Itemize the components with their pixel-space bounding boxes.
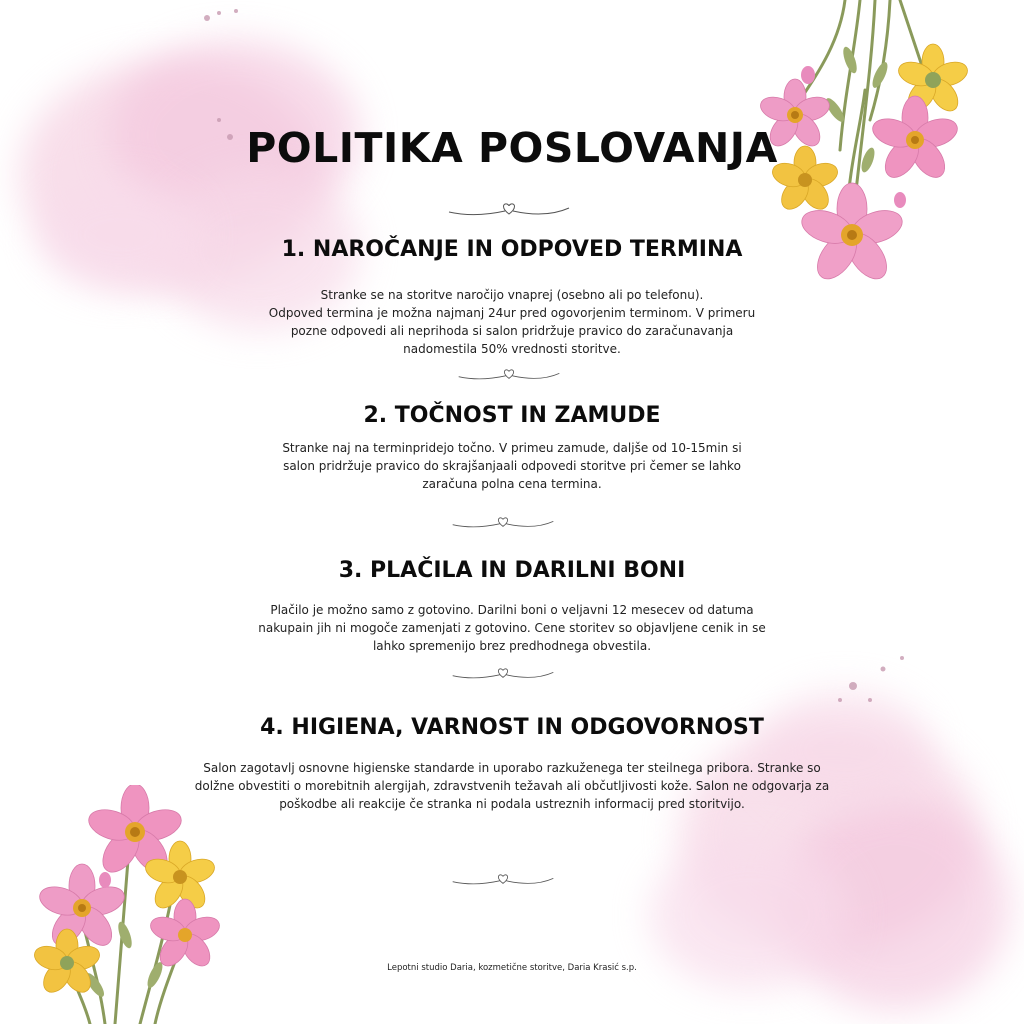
section-body-line: dolžne obvestiti o morebitnih alergijah, zdravstvenih težavah ali občutljivosti kože. Salon ne odgovarja za xyxy=(194,779,830,793)
section-body-line: zaračuna polna cena termina. xyxy=(422,477,602,491)
section-body-line: Salon zagotavlj osnovne higienske standarde in uporabo razkuženega ter steilnega pribora. Stranke so xyxy=(203,761,821,775)
footer-business-name: Lepotni studio Daria, kozmetične storitve, Daria Krasić s.p. xyxy=(387,963,637,973)
section-body-line: salon pridržuje pravico do skrajšanjaali odpovedi storitve pri čemer se lahko xyxy=(283,459,741,473)
heart-divider-icon xyxy=(457,365,561,385)
section-body-line: Stranke se na storitve naročijo vnaprej (osebno ali po telefonu). xyxy=(320,288,704,302)
section-body-payments xyxy=(0,601,1024,655)
section-heading-hygiene: 4. HIGIENA, VARNOST IN ODGOVORNOST xyxy=(260,715,764,740)
section-body-line: nakupain jih ni mogoče zamenjati z gotovino. Cene storitev so objavljene cenik in se xyxy=(258,621,766,635)
section-heading-punctuality: 2. TOČNOST IN ZAMUDE xyxy=(363,403,661,428)
heart-divider-icon xyxy=(451,870,555,890)
section-body-punctuality xyxy=(0,439,1024,493)
section-body-line: pozne odpovedi ali neprihoda si salon pridržuje pravico do zaračunavanja xyxy=(290,324,734,338)
section-body-line: Plačilo je možno samo z gotovino. Darilni boni o veljavni 12 mesecev od datuma xyxy=(270,603,754,617)
section-body-line: poškodbe ali reakcije če stranka ni podala ustreznih informacij pred storitvijo. xyxy=(279,797,745,811)
section-body-line: Stranke naj na terminpridejo točno. V primeu zamude, daljše od 10-15min si xyxy=(282,441,742,455)
section-heading-payments: 3. PLAČILA IN DARILNI BONI xyxy=(338,558,686,583)
section-body-booking xyxy=(0,286,1024,358)
flower-bouquet-bottom-left-icon xyxy=(30,785,230,1024)
heart-divider-icon xyxy=(451,664,555,684)
heart-divider-icon xyxy=(451,513,555,533)
section-body-hygiene xyxy=(0,759,1024,813)
section-body-line: Odpoved termina je možna najmanj 24ur pred ogovorjenim terminom. V primeru xyxy=(268,306,756,320)
heart-divider-icon xyxy=(447,200,571,220)
section-body-line: nadomestila 50% vrednosti storitve. xyxy=(403,342,621,356)
page-title: POLITIKA POSLOVANJA xyxy=(246,124,778,172)
section-body-line: lahko spremenijo brez predhodnega obvestila. xyxy=(372,639,652,653)
section-heading-booking: 1. NAROČANJE IN ODPOVED TERMINA xyxy=(281,237,743,262)
